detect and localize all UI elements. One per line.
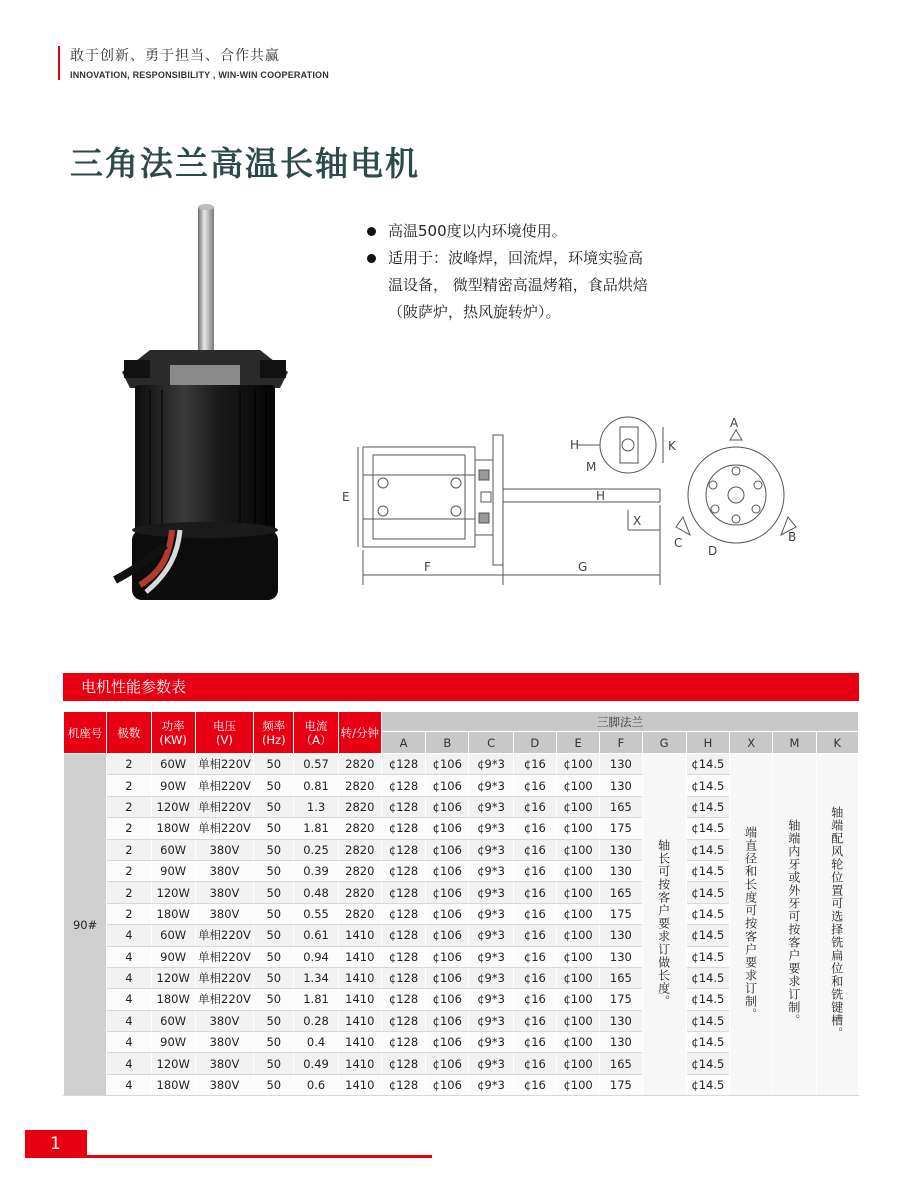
cell-freq: 50 <box>254 989 294 1010</box>
cell-D: ¢16 <box>513 839 556 860</box>
cell-current: 0.61 <box>294 925 338 946</box>
cell-freq: 50 <box>254 754 294 775</box>
label-D: D <box>708 544 718 558</box>
cell-A: ¢128 <box>381 925 425 946</box>
cell-D: ¢16 <box>513 989 556 1010</box>
cell-voltage: 380V <box>195 1074 253 1095</box>
cell-poles: 2 <box>107 839 151 860</box>
cell-freq: 50 <box>254 946 294 967</box>
cell-A: ¢128 <box>381 1032 425 1053</box>
cell-power: 180W <box>151 903 195 924</box>
cell-power: 120W <box>151 1053 195 1074</box>
cell-power: 120W <box>151 882 195 903</box>
cell-C: ¢9*3 <box>469 882 513 903</box>
header-dim-f: F <box>600 732 642 754</box>
header-dim-b: B <box>426 732 469 754</box>
cell-speed: 1410 <box>338 989 381 1010</box>
label-F: F <box>424 560 431 574</box>
table-title: 电机性能参数表 <box>81 678 187 696</box>
cell-voltage: 单相220V <box>195 925 253 946</box>
note-text-x: 端直径和长度可按客户要求订制。 <box>743 825 758 1021</box>
cell-F: 165 <box>600 882 642 903</box>
cell-E: ¢100 <box>556 754 599 775</box>
cell-B: ¢106 <box>426 903 469 924</box>
cell-E: ¢100 <box>556 839 599 860</box>
cell-C: ¢9*3 <box>469 1032 513 1053</box>
label-H-shaft: H <box>596 489 606 503</box>
cell-E: ¢100 <box>556 903 599 924</box>
cell-freq: 50 <box>254 1010 294 1031</box>
cell-D: ¢16 <box>513 754 556 775</box>
cell-B: ¢106 <box>426 775 469 796</box>
cell-freq: 50 <box>254 1032 294 1053</box>
cell-B: ¢106 <box>426 925 469 946</box>
label-E: E <box>342 490 350 504</box>
header-current: 电流（A） <box>294 712 338 754</box>
cell-F: 130 <box>600 860 642 881</box>
cell-A: ¢128 <box>381 839 425 860</box>
cell-D: ¢16 <box>513 925 556 946</box>
cell-freq: 50 <box>254 818 294 839</box>
cell-power: 60W <box>151 1010 195 1031</box>
cell-poles: 4 <box>107 925 151 946</box>
cell-voltage: 380V <box>195 1032 253 1053</box>
cell-H: ¢14.5 <box>686 903 729 924</box>
cell-C: ¢9*3 <box>469 775 513 796</box>
cell-H: ¢14.5 <box>686 796 729 817</box>
cell-current: 1.3 <box>294 796 338 817</box>
cell-poles: 2 <box>107 754 151 775</box>
cell-current: 0.55 <box>294 903 338 924</box>
cell-H: ¢14.5 <box>686 967 729 988</box>
cell-F: 175 <box>600 903 642 924</box>
cell-A: ¢128 <box>381 989 425 1010</box>
cell-F: 130 <box>600 775 642 796</box>
table-title-bar <box>63 673 859 701</box>
cell-D: ¢16 <box>513 1053 556 1074</box>
cell-current: 0.6 <box>294 1074 338 1095</box>
header-freq: 频率(Hz) <box>254 712 294 754</box>
cell-B: ¢106 <box>426 839 469 860</box>
cell-current: 0.81 <box>294 775 338 796</box>
cell-E: ¢100 <box>556 946 599 967</box>
header-dim-e: E <box>556 732 599 754</box>
cell-B: ¢106 <box>426 796 469 817</box>
cell-C: ¢9*3 <box>469 818 513 839</box>
label-G: G <box>578 560 588 574</box>
label-X: X <box>633 514 642 528</box>
cell-C: ¢9*3 <box>469 1010 513 1031</box>
page-number-box <box>25 1130 87 1158</box>
cell-H: ¢14.5 <box>686 775 729 796</box>
cell-voltage: 单相220V <box>195 967 253 988</box>
cell-D: ¢16 <box>513 882 556 903</box>
cell-D: ¢16 <box>513 946 556 967</box>
header-dim-d: D <box>513 732 556 754</box>
cell-H: ¢14.5 <box>686 860 729 881</box>
cell-C: ¢9*3 <box>469 967 513 988</box>
cell-voltage: 单相220V <box>195 818 253 839</box>
cell-B: ¢106 <box>426 989 469 1010</box>
cell-H: ¢14.5 <box>686 839 729 860</box>
cell-poles: 2 <box>107 775 151 796</box>
page-number: 1 <box>50 1134 61 1154</box>
cell-freq: 50 <box>254 1053 294 1074</box>
cell-speed: 2820 <box>338 818 381 839</box>
cell-B: ¢106 <box>426 754 469 775</box>
cell-A: ¢128 <box>381 946 425 967</box>
cell-power: 180W <box>151 1074 195 1095</box>
cell-freq: 50 <box>254 925 294 946</box>
cell-power: 60W <box>151 925 195 946</box>
cell-C: ¢9*3 <box>469 946 513 967</box>
cell-speed: 1410 <box>338 967 381 988</box>
header-seat: 机座号 <box>64 712 107 754</box>
cell-B: ¢106 <box>426 882 469 903</box>
cell-H: ¢14.5 <box>686 1010 729 1031</box>
cell-E: ¢100 <box>556 775 599 796</box>
cell-E: ¢100 <box>556 1032 599 1053</box>
cell-freq: 50 <box>254 775 294 796</box>
cell-F: 130 <box>600 925 642 946</box>
slogan-cn: 敢于创新、勇于担当、合作共赢 <box>70 48 280 64</box>
label-M: M <box>586 460 597 474</box>
label-K: K <box>668 439 676 453</box>
cell-poles: 2 <box>107 860 151 881</box>
cell-D: ¢16 <box>513 775 556 796</box>
cell-speed: 1410 <box>338 1053 381 1074</box>
cell-H: ¢14.5 <box>686 754 729 775</box>
page-footer-line <box>87 1155 432 1158</box>
spec-table <box>63 711 859 1096</box>
cell-F: 130 <box>600 754 642 775</box>
cell-D: ¢16 <box>513 967 556 988</box>
cell-F: 130 <box>600 946 642 967</box>
cell-E: ¢100 <box>556 818 599 839</box>
note-k <box>816 754 858 1096</box>
cell-E: ¢100 <box>556 796 599 817</box>
cell-D: ¢16 <box>513 860 556 881</box>
cell-voltage: 380V <box>195 1053 253 1074</box>
note-m <box>773 754 816 1096</box>
cell-voltage: 单相220V <box>195 946 253 967</box>
header-voltage: 电压(V) <box>195 712 253 754</box>
cell-current: 0.25 <box>294 839 338 860</box>
cell-power: 180W <box>151 989 195 1010</box>
cell-poles: 2 <box>107 903 151 924</box>
slogan-en: INNOVATION, RESPONSIBILITY , WIN-WIN COOPERATION <box>70 70 329 80</box>
header-dim-h: H <box>686 732 729 754</box>
spec-table-body <box>64 754 859 1096</box>
cell-voltage: 380V <box>195 1010 253 1031</box>
cell-H: ¢14.5 <box>686 818 729 839</box>
cell-H: ¢14.5 <box>686 989 729 1010</box>
cell-speed: 2820 <box>338 796 381 817</box>
cell-D: ¢16 <box>513 796 556 817</box>
cell-poles: 4 <box>107 1074 151 1095</box>
cell-B: ¢106 <box>426 818 469 839</box>
cell-power: 120W <box>151 796 195 817</box>
header-poles: 极数 <box>107 712 151 754</box>
cell-current: 0.49 <box>294 1053 338 1074</box>
motor-product-image <box>110 200 300 610</box>
cell-power: 60W <box>151 754 195 775</box>
cell-H: ¢14.5 <box>686 925 729 946</box>
cell-seat: 90# <box>64 754 107 1096</box>
cell-D: ¢16 <box>513 903 556 924</box>
note-x <box>730 754 773 1096</box>
header-dim-k: K <box>816 732 858 754</box>
feature-list <box>366 218 656 326</box>
cell-current: 0.28 <box>294 1010 338 1031</box>
cell-power: 60W <box>151 839 195 860</box>
cell-poles: 4 <box>107 946 151 967</box>
header-dim-c: C <box>469 732 513 754</box>
cell-power: 90W <box>151 775 195 796</box>
cell-freq: 50 <box>254 882 294 903</box>
cell-poles: 4 <box>107 1010 151 1031</box>
cell-C: ¢9*3 <box>469 839 513 860</box>
cell-A: ¢128 <box>381 1053 425 1074</box>
cell-current: 0.57 <box>294 754 338 775</box>
label-A: A <box>730 416 739 430</box>
cell-speed: 2820 <box>338 754 381 775</box>
cell-F: 165 <box>600 796 642 817</box>
cell-D: ¢16 <box>513 1010 556 1031</box>
cell-A: ¢128 <box>381 754 425 775</box>
cell-E: ¢100 <box>556 1010 599 1031</box>
note-text-m: 轴端内牙或外牙可按客户要求订制。 <box>786 819 801 1028</box>
cell-E: ¢100 <box>556 860 599 881</box>
cell-B: ¢106 <box>426 946 469 967</box>
cell-power: 180W <box>151 818 195 839</box>
cell-E: ¢100 <box>556 967 599 988</box>
cell-H: ¢14.5 <box>686 1032 729 1053</box>
cell-voltage: 单相220V <box>195 796 253 817</box>
cell-C: ¢9*3 <box>469 796 513 817</box>
cell-B: ¢106 <box>426 1074 469 1095</box>
note-g <box>642 754 686 1096</box>
cell-F: 130 <box>600 1010 642 1031</box>
cell-B: ¢106 <box>426 967 469 988</box>
note-text-g: 轴长可按客户要求订做长度。 <box>656 838 671 1008</box>
cell-power: 90W <box>151 1032 195 1053</box>
cell-H: ¢14.5 <box>686 1074 729 1095</box>
cell-speed: 1410 <box>338 925 381 946</box>
cell-A: ¢128 <box>381 818 425 839</box>
cell-speed: 1410 <box>338 1032 381 1053</box>
cell-D: ¢16 <box>513 1074 556 1095</box>
cell-current: 0.94 <box>294 946 338 967</box>
cell-speed: 1410 <box>338 946 381 967</box>
cell-H: ¢14.5 <box>686 1053 729 1074</box>
cell-current: 0.39 <box>294 860 338 881</box>
cell-poles: 2 <box>107 796 151 817</box>
cell-voltage: 380V <box>195 882 253 903</box>
cell-E: ¢100 <box>556 925 599 946</box>
cell-F: 130 <box>600 839 642 860</box>
cell-H: ¢14.5 <box>686 946 729 967</box>
cell-power: 90W <box>151 946 195 967</box>
cell-poles: 4 <box>107 989 151 1010</box>
cell-voltage: 单相220V <box>195 754 253 775</box>
cell-D: ¢16 <box>513 1032 556 1053</box>
cell-speed: 1410 <box>338 1074 381 1095</box>
header-slogan <box>58 46 329 80</box>
header-dim-x: X <box>730 732 773 754</box>
cell-B: ¢106 <box>426 1053 469 1074</box>
cell-C: ¢9*3 <box>469 1074 513 1095</box>
cell-voltage: 单相220V <box>195 775 253 796</box>
cell-poles: 4 <box>107 1032 151 1053</box>
cell-freq: 50 <box>254 967 294 988</box>
header-flange-group: 三脚法兰 <box>381 712 858 732</box>
cell-speed: 2820 <box>338 903 381 924</box>
feature-item: 适用于：波峰焊，回流焊，环境实验高温设备， 微型精密高温烤箱，食品烘焙（陂萨炉，热风旋转炉）。 <box>366 245 656 326</box>
cell-speed: 2820 <box>338 839 381 860</box>
cell-C: ¢9*3 <box>469 860 513 881</box>
cell-current: 0.48 <box>294 882 338 903</box>
cell-poles: 4 <box>107 967 151 988</box>
cell-A: ¢128 <box>381 796 425 817</box>
header-power: 功率(KW) <box>151 712 195 754</box>
cell-current: 1.34 <box>294 967 338 988</box>
cell-E: ¢100 <box>556 1053 599 1074</box>
cell-E: ¢100 <box>556 1074 599 1095</box>
cell-A: ¢128 <box>381 775 425 796</box>
cell-voltage: 380V <box>195 903 253 924</box>
cell-power: 90W <box>151 860 195 881</box>
cell-current: 0.4 <box>294 1032 338 1053</box>
cell-speed: 2820 <box>338 882 381 903</box>
cell-speed: 1410 <box>338 1010 381 1031</box>
cell-A: ¢128 <box>381 882 425 903</box>
cell-voltage: 380V <box>195 860 253 881</box>
cell-voltage: 380V <box>195 839 253 860</box>
cell-current: 1.81 <box>294 989 338 1010</box>
table-row <box>64 754 859 775</box>
cell-C: ¢9*3 <box>469 754 513 775</box>
cell-E: ¢100 <box>556 882 599 903</box>
cell-B: ¢106 <box>426 860 469 881</box>
label-H: H <box>570 438 580 452</box>
cell-A: ¢128 <box>381 967 425 988</box>
feature-item: 高温500度以内环境使用。 <box>366 218 656 245</box>
header-dim-a: A <box>381 732 425 754</box>
cell-speed: 2820 <box>338 775 381 796</box>
cell-speed: 2820 <box>338 860 381 881</box>
technical-drawing <box>338 405 798 595</box>
cell-freq: 50 <box>254 839 294 860</box>
cell-A: ¢128 <box>381 1010 425 1031</box>
cell-E: ¢100 <box>556 989 599 1010</box>
cell-A: ¢128 <box>381 1074 425 1095</box>
header-dim-m: M <box>773 732 816 754</box>
cell-F: 175 <box>600 1074 642 1095</box>
cell-freq: 50 <box>254 1074 294 1095</box>
cell-B: ¢106 <box>426 1010 469 1031</box>
cell-A: ¢128 <box>381 860 425 881</box>
cell-freq: 50 <box>254 860 294 881</box>
header-dim-g: G <box>642 732 686 754</box>
header-speed: 转/分钟 <box>338 712 381 754</box>
note-text-k: 轴端配风轮位置可选择铣扁位和铣键槽。 <box>829 806 844 1041</box>
cell-freq: 50 <box>254 796 294 817</box>
cell-poles: 2 <box>107 882 151 903</box>
cell-F: 175 <box>600 989 642 1010</box>
cell-freq: 50 <box>254 903 294 924</box>
cell-F: 175 <box>600 818 642 839</box>
cell-F: 130 <box>600 1032 642 1053</box>
label-C: C <box>674 536 683 550</box>
cell-A: ¢128 <box>381 903 425 924</box>
page-title: 三角法兰高温长轴电机 <box>70 144 420 183</box>
cell-poles: 4 <box>107 1053 151 1074</box>
cell-C: ¢9*3 <box>469 925 513 946</box>
cell-poles: 2 <box>107 818 151 839</box>
cell-C: ¢9*3 <box>469 903 513 924</box>
cell-H: ¢14.5 <box>686 882 729 903</box>
cell-D: ¢16 <box>513 818 556 839</box>
cell-C: ¢9*3 <box>469 989 513 1010</box>
cell-voltage: 单相220V <box>195 989 253 1010</box>
cell-current: 1.81 <box>294 818 338 839</box>
cell-B: ¢106 <box>426 1032 469 1053</box>
cell-power: 120W <box>151 967 195 988</box>
cell-F: 165 <box>600 1053 642 1074</box>
label-B: B <box>788 530 797 544</box>
cell-F: 165 <box>600 967 642 988</box>
cell-C: ¢9*3 <box>469 1053 513 1074</box>
